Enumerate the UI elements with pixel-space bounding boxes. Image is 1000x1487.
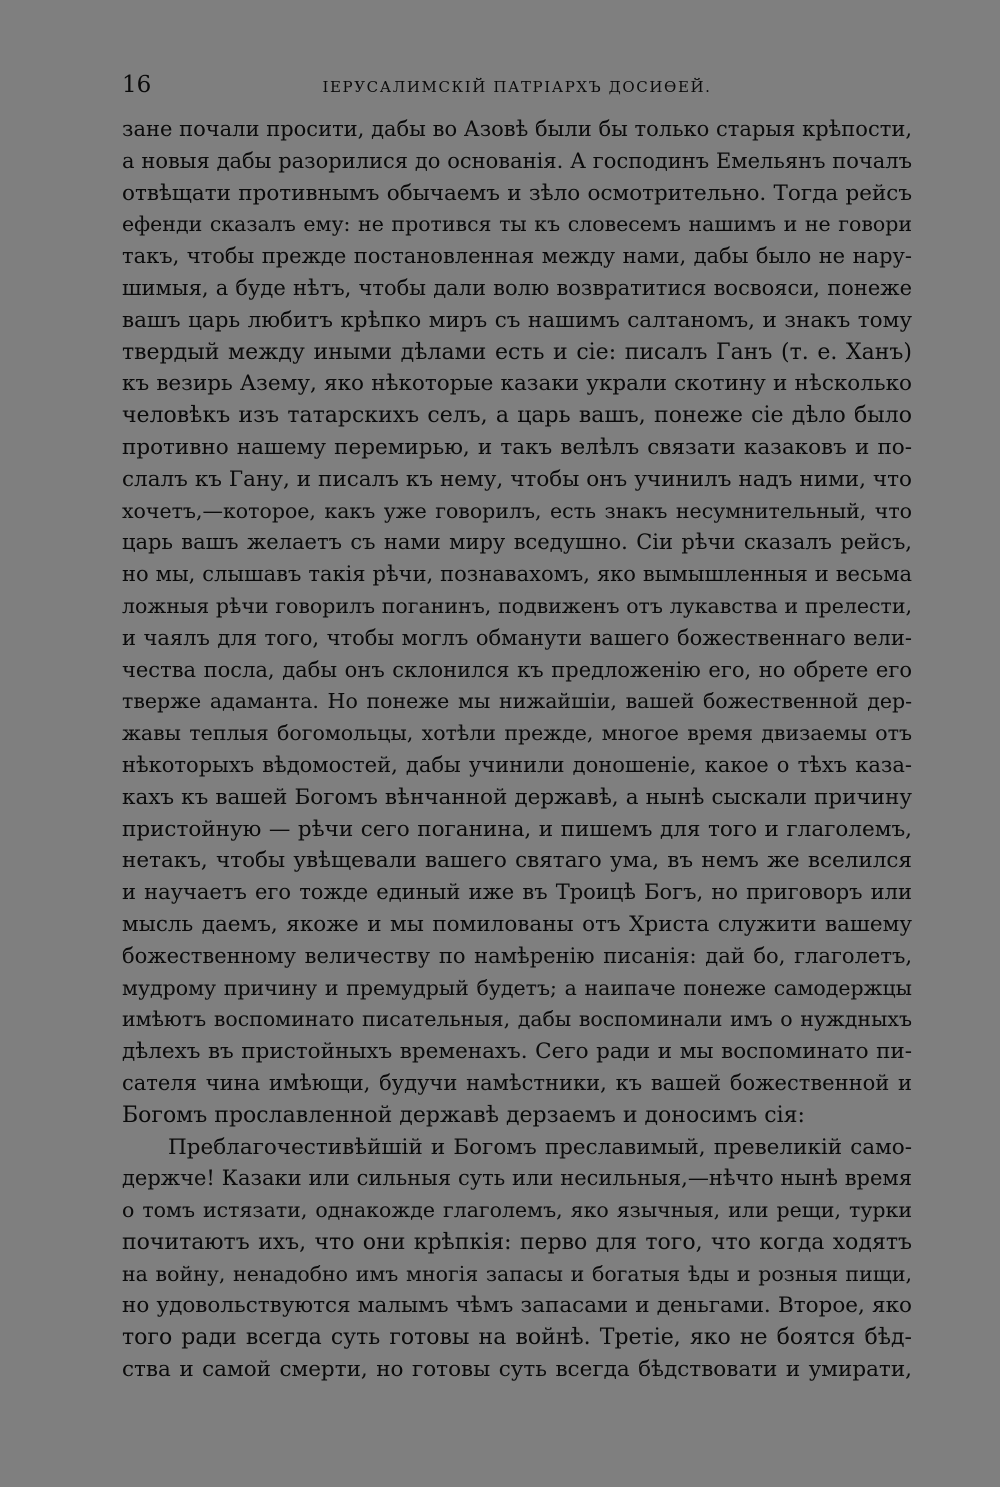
text-line: и чаялъ для того, чтобы моглъ обманути вашего божественнаго вели- [122, 625, 912, 650]
page-number: 16 [122, 72, 152, 98]
text-line: слалъ къ Гану, и писалъ къ нему, чтобы онъ учинилъ надъ ними, что [122, 466, 912, 492]
text-line: ефенди сказалъ ему: не протився ты къ словесемъ нашимъ и не говори [122, 212, 912, 237]
text-line: вашъ царь любитъ крѣпко миръ съ нашимъ салтаномъ, и знакъ тому [122, 307, 912, 333]
text-line: о томъ истязати, однакожде глаголемъ, яко язычныя, или рещи, турки [122, 1198, 912, 1223]
text-line: чества посла, дабы онъ склонился къ предложенію его, но обрете его [122, 657, 912, 682]
text-line: и научаетъ его тожде единый иже въ Троицѣ Богъ, но приговоръ или [122, 880, 912, 905]
text-line: противно нашему перемирью, и такъ велѣлъ связати казаковъ и по- [122, 434, 912, 460]
text-line: имѣютъ воспоминато писательныя, дабы воспоминали имъ о нуждныхъ [122, 1007, 912, 1032]
text-line: но мы, слышавъ такія рѣчи, познавахомъ, яко вымышленныя и весьма [122, 562, 912, 587]
paragraph-last-line: Богомъ прославленной державѣ дерзаемъ и доносимъ сія: [122, 1102, 805, 1128]
text-line: такъ, чтобы прежде постановленная между нами, дабы было не нару- [122, 244, 912, 269]
text-line: шимыя, а буде нѣтъ, чтобы дали волю возвратитися восвояси, понеже [122, 275, 912, 300]
text-line: нетакъ, чтобы увѣщевали вашего святаго ума, въ немъ же вселился [122, 848, 912, 874]
text-line: почитаютъ ихъ, что они крѣпкія: перво для того, что когда ходятъ [122, 1229, 912, 1255]
text-line: хочетъ,—которое, какъ уже говорилъ, есть знакъ несумнительный, что [122, 498, 912, 523]
paragraph-first-line: Преблагочестивѣйшій и Богомъ преславимый, превеликій само- [168, 1134, 912, 1160]
text-line: къ везирь Азему, яко нѣкоторые казаки украли скотину и нѣсколько [122, 371, 912, 397]
text-line: нѣкоторыхъ вѣдомостей, дабы учинили доношеніе, какое о тѣхъ каза- [122, 752, 912, 777]
text-line: жавы теплыя богомольцы, хотѣли прежде, многое время двизаемы отъ [122, 721, 912, 746]
text-line: дѣлехъ въ пристойныхъ временахъ. Сего ради и мы воспоминато пи- [122, 1039, 912, 1065]
page-header [122, 70, 912, 100]
text-line: человѣкъ изъ татарскихъ селъ, а царь вашъ, понеже сіе дѣло было [122, 403, 912, 429]
text-line: тверже адаманта. Но понеже мы нижайшіи, вашей божественной дер- [122, 689, 912, 714]
text-line: а новыя дабы разорилися до основанія. А господинъ Емельянъ почалъ [122, 148, 912, 173]
text-line: сателя чина имѣющи, будучи намѣстники, къ вашей божественной и [122, 1070, 912, 1095]
text-line: но удовольствуются малымъ чѣмъ запасами и деньгами. Второе, яко [122, 1293, 912, 1319]
text-line: того ради всегда суть готовы на войнѣ. Третіе, яко не боятся бѣд- [122, 1325, 912, 1351]
text-line: божественному величеству по намѣренію писанія: дай бо, глаголетъ, [122, 943, 912, 968]
text-line: держче! Казаки или сильныя суть или несильныя,—нѣчто нынѣ время [122, 1166, 912, 1191]
text-line: мысль даемъ, якоже и мы помилованы отъ Христа служити вашему [122, 911, 912, 937]
text-line: на войну, ненадобно имъ многія запасы и богатыя ѣды и розныя пищи, [122, 1261, 912, 1286]
text-line: кахъ къ вашей Богомъ вѣнчанной державѣ, а нынѣ сыскали причину [122, 784, 912, 810]
text-line: ложныя рѣчи говорилъ поганинъ, подвиженъ отъ лукавства и прелести, [122, 593, 912, 618]
text-line: отвѣщати противнымъ обычаемъ и зѣло осмотрительно. Тогда рейсъ [122, 180, 912, 206]
text-line: ства и самой смерти, но готовы суть всегда бѣдствовати и умирати, [122, 1357, 912, 1383]
text-line: мудрому причину и премудрый будетъ; а наипаче понеже самодержцы [122, 975, 912, 1000]
running-title: ІЕРУСАЛИМСКІЙ ПАТРІАРХЪ ДОСИѲЕЙ. [322, 78, 712, 96]
text-line: царь вашъ желаетъ съ нами миру вседушно. Сіи рѣчи сказалъ рейсъ, [122, 530, 912, 555]
text-line: зане почали просити, дабы во Азовѣ были бы только старыя крѣпости, [122, 117, 912, 141]
text-line: пристойную — рѣчи сего поганина, и пишемъ для того и глаголемъ, [122, 816, 912, 842]
body-text [122, 114, 912, 1386]
text-line: твердый между иными дѣлами есть и сіе: писалъ Ганъ (т. е. Ханъ) [122, 339, 912, 365]
